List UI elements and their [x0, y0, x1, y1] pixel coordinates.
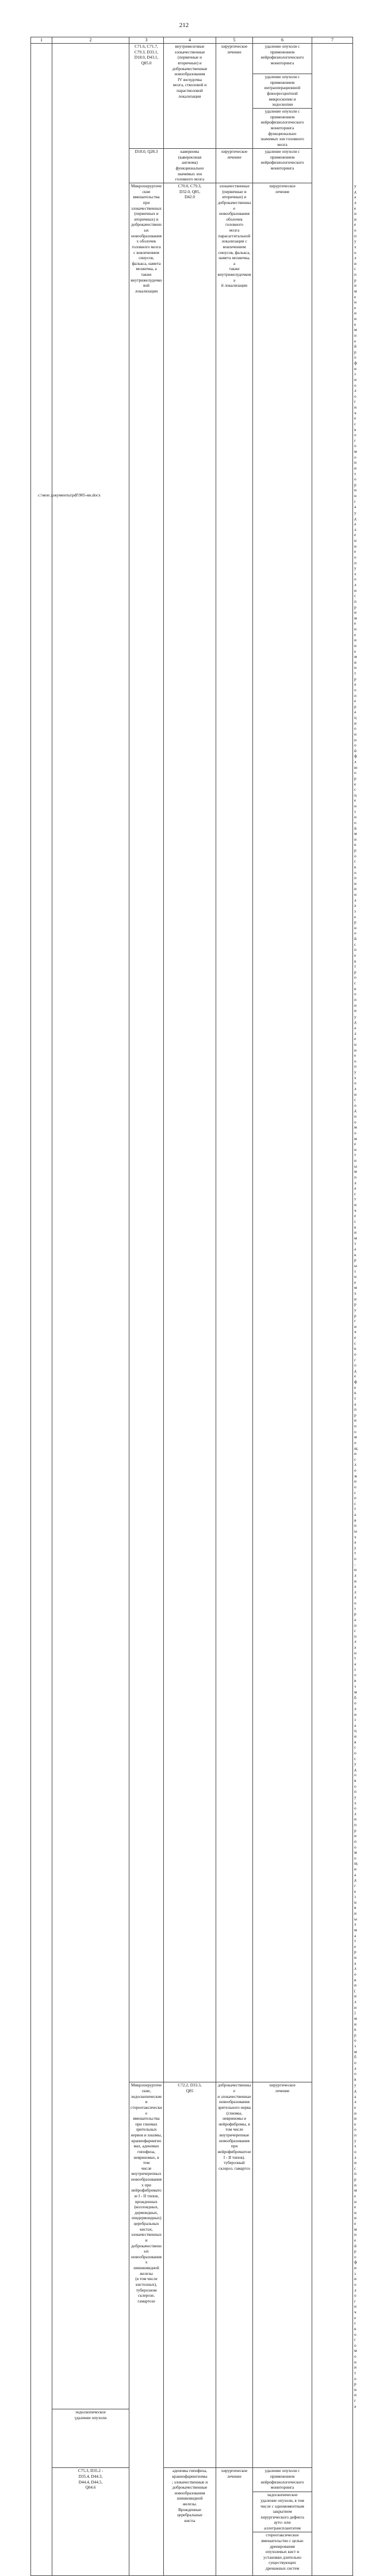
cell-line: новообразованиях [131, 2254, 162, 2265]
cell-line: I - II типов). [223, 2154, 246, 2160]
cell-line: числе с одномоментным [260, 2503, 304, 2509]
treatment-type-cell [216, 44, 253, 149]
diagnosis-cell [164, 2468, 216, 2576]
method-cell [253, 74, 312, 109]
cell-line: D44.4, D44.5, [78, 2479, 103, 2485]
cell-line: удаление опухоли [74, 2415, 107, 2420]
cell-line: новообразования [174, 71, 205, 77]
col-header: 6 [253, 37, 312, 44]
cell-line: закрытием [273, 2509, 292, 2515]
cell-line: гипофиза, невриномах, в том [133, 2148, 159, 2166]
cell-line: применением [270, 114, 295, 120]
cell-line: внутричерепные [219, 2132, 250, 2138]
cell-line: зрительного нерва [217, 2104, 251, 2110]
cell-line: (первичные и [222, 188, 247, 194]
cell-line: (первичных и вторичных) и [134, 211, 159, 222]
cell-line: и злокачественные [217, 2093, 251, 2099]
cell-line: мониторинга [270, 165, 294, 171]
cell-line: удаление опухоли с [264, 44, 300, 49]
cell-line: новообразования [218, 2138, 250, 2143]
cell-line: доброкачественные [172, 2485, 208, 2490]
cell-line: головного мозга [175, 176, 205, 182]
cell-line: эндоскопическое [75, 2409, 106, 2415]
page-number: 212 [179, 22, 189, 29]
diagnosis-cell [164, 149, 216, 183]
cell-line: новообразования [174, 2490, 205, 2496]
procedures-table: 1 2 3 4 5 6 7 C71.6, C71.7, C79.3, D33.1, D18.0, D43.1, Q85.0 внутримозговые злокачественные (первичные и вторичные) и доброкачественные новообразования IV желудочка мозга, стволовой и парастволовой локализации хирургическое лечение удаление опухоли с применением нейрофизиологического мониторинга удаление опухоли с применением интраоперационной флюоресцентной микроскопии и эндоскопии удаление опухоли с применением нейрофизиологического мониторинга функционально значимых зон головного мозга D18.0, Q28.3 кавернома (кавернозная ангиома) функционально значимых зон головного мозга хирургическое лечение удаление опухоли с применением нейрофизиологического мониторинга Микрохирургические вмешательства при злокачественных (первичных и вторичных) и доброкачественных новообразованиях оболочек головного мозга с вовлечением синусов, фалькса, намета мозжечка, а также внутрижелудочковой локализации C70.0, C79.3, D32.0, Q85, D42.0 злокачественные (первичные и вторичные) и доброкачественные новообразования оболочек головного мозга парасаггитальной локализации с вовлечением синусов, фалькса, намета мозжечка, а также внутрижелудочкова й локализации хирургическое лечение удаление опухоли с применением нейрофизиологического мониторинга удаление опухоли с применением интраоперационной флюоресцентной микроскопии и лазерной спектроскопии удаление опухоли с одномоментным пластическим закрытием хирургического дефекта при помощи сложносоставных ауто- или аллотрансплантатов эмболизация сосудов опухоли при помощи адгезивных материалов и (или) микроэмболов Микрохирургические, эндоскопические и стереотаксические вмешательства при глиомах зрительных нервов и хиазмы, краниофарингиомах, аденомах гипофиза, невриномах, в том числе внутричерепных новообразованиях при нейрофиброматозе I - II типов, врожденных (коллоидных, дермоидных, эпидермоидных) церебральных кистах, злокачественных и доброкачественных новообразованиях шишковидной железы (в том числе кистозных), туберозном склерозе, гамартозе C72.2, D33.3, Q85 доброкачественные и злокачественные новообразования зрительного нерва (глиомы, невриномы и нейрофибромы, в том числе внутричерепные новообразования при нейрофиброматозе I - II типов). туберозный склероз. гамартоз хирургическое лечение удаление опухоли с применением нейрофизиологического мониторинга эндоскопическое удаление опухоли C75.3, D35.2 - D35.4, D44.3, D44.4, D44.5, Q04.6 аденомы гипофиза, краниофарингиомы ; злокачественные и доброкачественные новообразования шишковидной железы. Врожденные церебральные кисты хирургическое лечение удаление опухоли с применением нейрофизиологического мониторинга эндоскопическое удаление опухоли, в том числе с одномоментным закрытием хирургического дефекта ауто- или аллотрансплантатом стереотаксическое вмешательство с целью дренирования опухолевых кист и установки длительно существующих дренажных систем [30, 37, 353, 2576]
cell-line: также [229, 266, 240, 272]
cell-line: доброкачественных [131, 2243, 162, 2254]
cell-line: туберозный [224, 2160, 245, 2166]
cell-line: вмешательство с целью [261, 2538, 304, 2543]
cell-line: церебральных кистах, [133, 2221, 159, 2232]
cell-line: злокачественных [131, 205, 162, 211]
cell-line: злокачественных и [131, 2232, 162, 2243]
cell-line: Микрохирургические [131, 183, 162, 194]
cell-line: врожденных (коллоидных, [134, 2198, 159, 2210]
cell-line: применением [270, 49, 295, 55]
cell-line: локализации с [221, 238, 247, 244]
cell-line: й локализации [221, 283, 248, 288]
cell-line: лечение [275, 188, 290, 194]
cell-line: флюоресцентной [267, 90, 298, 96]
cell-line: вторичные) и [222, 194, 247, 200]
col-header: 3 [129, 37, 164, 44]
treatment-type-cell [253, 2082, 312, 2468]
cell-line: мозга [229, 228, 240, 233]
cell-line: дермоидных, эпидермоидных) [131, 2209, 162, 2221]
name-cell [52, 44, 129, 2409]
cell-line: (глиомы, [226, 2110, 243, 2116]
cell-line: мониторинга [270, 60, 294, 66]
method-cell [253, 44, 312, 74]
codes-cell [129, 149, 164, 183]
cell-line: дренажных систем [265, 2566, 300, 2571]
diagnosis-cell [216, 183, 253, 2082]
cell-line: IV желудочка [178, 76, 202, 82]
cell-line: удаление опухоли с [264, 74, 300, 79]
cell-line: нейрофизиологического [260, 55, 304, 60]
cell-line: эндоскопии [271, 102, 293, 107]
method-cell [253, 2492, 312, 2532]
cell-line: C79.3, D33.1, [134, 49, 159, 55]
method-cell [253, 2468, 312, 2492]
cell-line: том числе [225, 2127, 243, 2132]
cell-line: удаление опухоли, в том [260, 2497, 304, 2503]
name-cell [129, 2082, 164, 2576]
cell-line: D18.0, Q28.3 [135, 149, 158, 154]
file-path-footer: c:\мои документы\pdf\905-ян.docx [38, 492, 101, 498]
cell-line: применением [270, 2473, 295, 2479]
treatment-type-cell [216, 149, 253, 183]
cell-line: мозга [277, 141, 288, 147]
cell-line: хирургическое [269, 183, 296, 188]
cell-line: (кавернозная [178, 154, 202, 160]
cell-line: значимых зон [177, 171, 202, 176]
cell-line: установки длительно [263, 2554, 301, 2560]
cell-line: C71.6, C71.7, [135, 44, 158, 49]
cell-line: вовлечением [223, 244, 246, 249]
cell-line: значимых зон головного [260, 136, 304, 142]
cell-line: нейрофиброматозе [217, 2148, 251, 2154]
cell-line: (первичные и [177, 55, 202, 60]
cell-line: невриномы и [223, 2116, 246, 2121]
cell-line: локализации [178, 93, 201, 99]
cell-line: ; злокачественные и [171, 2479, 208, 2485]
cell-line: стереотаксические [131, 2104, 162, 2116]
treatment-type-cell [216, 2468, 253, 2576]
cell-line: удаление опухоли с [264, 2468, 300, 2474]
cell-line: вмешательства при [133, 194, 160, 205]
cell-line: лечение [227, 2473, 241, 2479]
cell-line: удаление опухоли с [264, 109, 300, 114]
cell-line: нейрофибромы, в [218, 2121, 250, 2127]
cell-line: числе внутричерепных [131, 2165, 162, 2177]
cell-line: ауто- или [274, 2520, 291, 2525]
cell-line: доброкачественные [217, 2082, 251, 2093]
col-header: 7 [312, 37, 353, 44]
cell-line: Врожденные [178, 2506, 201, 2512]
cell-line: мозга, стволовой и [172, 82, 207, 88]
cell-line: лечение [227, 49, 241, 55]
method-cell [52, 2409, 129, 2468]
cell-line: намета мозжечка, а [218, 255, 250, 266]
cell-line: туберозном склерозе, гамартозе [136, 2287, 157, 2304]
cell-line: новообразованиях при [131, 2177, 162, 2188]
cell-line: аденомы гипофиза, [172, 2468, 207, 2474]
cell-line: лечение [275, 2088, 290, 2093]
cell-line: кисты [184, 2517, 195, 2523]
method-cell [253, 109, 312, 149]
cell-line: кавернома [180, 149, 200, 154]
cell-line: хирургическое [221, 2468, 248, 2474]
cell-line: хирургического дефекта [260, 2514, 304, 2520]
cell-line: Q04.6 [85, 2485, 96, 2490]
cell-line: шишковидной железы [133, 2265, 159, 2276]
cell-line: мониторинга [270, 2485, 294, 2490]
cell-line: микроскопии и [269, 96, 296, 102]
method-cell [253, 149, 312, 183]
cell-line: дренирования [270, 2543, 295, 2549]
diagnosis-cell [164, 44, 216, 149]
cell-line: C70.0, C79.3, [178, 183, 202, 188]
cell-line: внутримозговые [175, 44, 205, 49]
cell-line: лечение [227, 154, 241, 160]
cell-line: оболочек головного [225, 216, 244, 228]
cell-line: Микрохирургические, [131, 2082, 162, 2093]
cell-line: локализации [135, 288, 158, 294]
cell-line: синусов, [139, 255, 154, 261]
cell-line: краниофарингиомы [172, 2473, 208, 2479]
cell-line: головного мозга с вовлечением [132, 244, 161, 255]
cell-line: злокачественные [219, 183, 250, 188]
cell-line: вторичные) и [178, 60, 202, 66]
cell-line: хирургическое [221, 149, 248, 154]
cell-line: нейрофиброматозе I - II типов, [131, 2188, 162, 2198]
cell-line: мониторинга [270, 125, 294, 130]
cell-line: D32.0, Q85, [179, 188, 201, 194]
cell-line: эндоскопические и [131, 2093, 162, 2105]
cell-line: парасаггитальной [218, 233, 251, 238]
cell-line: синусов, фалькса, [218, 249, 251, 255]
cell-line: внутрижелудочковой [131, 277, 162, 288]
cell-line: доброкачественные [217, 199, 251, 211]
cell-line: шишковидной [177, 2496, 203, 2501]
cell-line: интраоперационной [264, 85, 301, 91]
cell-line: склероз. гамартоз [218, 2165, 250, 2171]
header-row [31, 37, 353, 44]
cell-line: C75.3, D35.2 - [78, 2468, 103, 2474]
cell-line: железы. [182, 2501, 197, 2506]
cell-line: Q85 [186, 2088, 194, 2093]
cell-line: хирургическое [221, 44, 248, 49]
cell-line: ангиома) [182, 160, 198, 165]
cell-line: функционально [175, 165, 204, 171]
col-header: 5 [216, 37, 253, 44]
col-header: 2 [52, 37, 129, 44]
cell-line: применением [270, 79, 295, 85]
cell-line: церебральные [177, 2512, 202, 2518]
cell-line: нейрофизиологического [260, 2479, 304, 2485]
method-cell [253, 2532, 312, 2576]
codes-cell [164, 2082, 216, 2468]
cell-line: доброкачественные [172, 66, 208, 71]
cell-line: внутрижелудочкова [217, 272, 251, 283]
cell-line: новообразованиях оболочек [131, 233, 162, 244]
cell-line: новообразования [218, 2099, 250, 2105]
cell-line: существующих [269, 2560, 296, 2566]
cell-line: (в том числе кистозных), [135, 2276, 158, 2287]
cell-line: D42.0 [184, 194, 195, 200]
cell-line: Q85.0 [141, 60, 152, 66]
cell-line: нейрофизиологического [260, 160, 304, 165]
cell-line: новообразования [218, 211, 250, 217]
treatment-type-cell [253, 183, 312, 2082]
cell-line: краниофарингиомах, аденомах [131, 2138, 162, 2149]
cell-line: хирургическое [269, 2082, 296, 2088]
diagnosis-cell [216, 2082, 253, 2468]
codes-cell [164, 183, 216, 2082]
col-header: 4 [164, 37, 216, 44]
cell-line: также [141, 272, 152, 277]
cell-line: D35.4, D44.3, [78, 2473, 103, 2479]
cell-line: вмешательства при глиомах [133, 2116, 160, 2127]
cell-line: опухолевых кист и [265, 2549, 300, 2555]
codes-cell [129, 44, 164, 149]
col1-cell [31, 44, 52, 2576]
col7-cell [312, 44, 353, 2576]
cell-line: применением [270, 154, 295, 160]
codes-cell [52, 2468, 129, 2576]
cell-line: эндоскопическое [267, 2492, 298, 2498]
cell-line: при [231, 2143, 238, 2149]
cell-line: фалькса, намета мозжечка, а [132, 260, 161, 272]
cell-line: удаление опухоли с [264, 149, 300, 154]
cell-line: парастволовой [177, 88, 203, 93]
cell-line: злокачественные [174, 49, 205, 55]
cell-line: функционально [268, 130, 297, 136]
name-cell [129, 183, 164, 2082]
cell-line: стереотаксическое [266, 2532, 299, 2538]
cell-line: зрительных нервов и хиазмы, [131, 2127, 162, 2138]
cell-line: аллотрансплантатом [264, 2525, 301, 2531]
col-header: 1 [31, 37, 52, 44]
cell-line: D18.0, D43.1, [134, 55, 159, 60]
cell-line: C72.2, D33.3, [178, 2082, 202, 2088]
cell-line: нейрофизиологического [260, 120, 304, 125]
cell-line: доброкачественных [131, 222, 162, 233]
